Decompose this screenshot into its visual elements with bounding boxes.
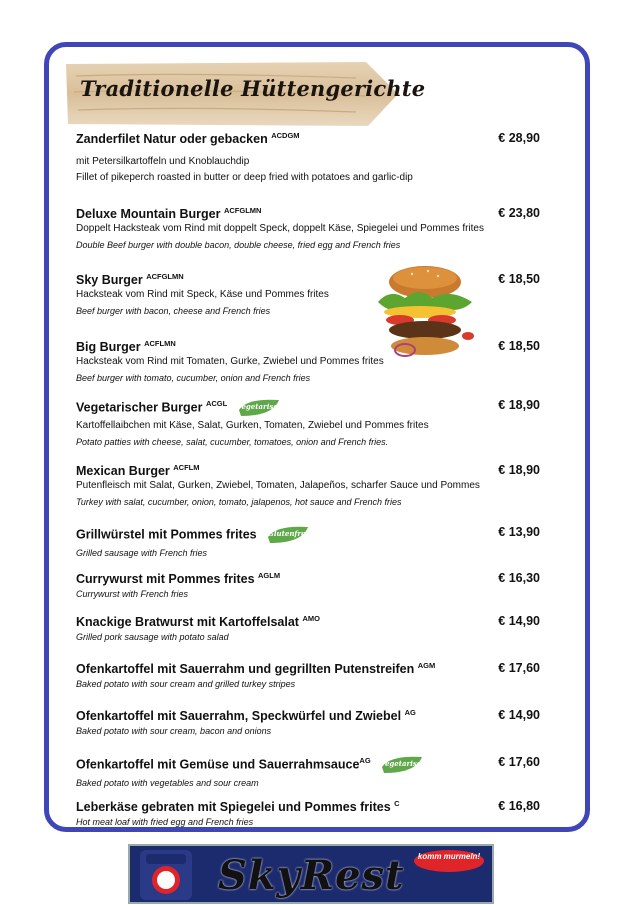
item-description-en: Potato patties with cheese, salat, cucumber, tomatoes, onion and French fries. <box>76 437 389 447</box>
item-name: Ofenkartoffel mit Sauerrahm und gegrillten Putenstreifen $^{AGM}$ <box>76 661 436 677</box>
skyrest-logo-banner <box>128 844 494 904</box>
item-description-en: Baked potato with sour cream and grilled turkey stripes <box>76 679 296 690</box>
item-name: Ofenkartoffel mit Sauerrahm, Speckwürfel und Zwiebel $^{AG}$ <box>76 708 416 724</box>
item-name: Big Burger $^{ACFLMN}$ <box>76 339 176 355</box>
item-description-de: Kartoffellaibchen mit Käse, Salat, Gurken, Tomaten, Zwiebel und Pommes frites <box>76 420 429 431</box>
brand-logo: SkyRest <box>218 852 405 899</box>
item-price: € 28,90 <box>498 131 540 145</box>
vegetarian-badge-icon: Vegetarisch <box>380 755 424 775</box>
item-description-en: Grilled pork sausage with potato salad <box>76 632 229 643</box>
item-price: € 18,50 <box>498 339 540 353</box>
menu-item <box>76 525 546 561</box>
item-description-de: Hacksteak vom Rind mit Tomaten, Gurke, Zwiebel und Pommes frites <box>76 356 384 368</box>
item-price: € 17,60 <box>498 661 540 675</box>
item-price: € 17,60 <box>498 755 540 769</box>
item-price: € 18,90 <box>498 463 540 477</box>
tagline-badge: komm murmeln! <box>414 850 484 872</box>
menu-item <box>76 272 546 319</box>
menu-item <box>76 661 546 692</box>
item-description-en: Baked potato with sour cream, bacon and onions <box>76 726 272 737</box>
item-description-en: Beef burger with tomato, cucumber, onion and French fries <box>76 373 311 384</box>
item-name: Currywurst mit Pommes frites $^{AGLM}$ <box>76 571 281 587</box>
item-description-de: Hacksteak vom Rind mit Speck, Käse und Pommes frites <box>76 289 329 301</box>
menu-item <box>76 614 546 645</box>
menu-item <box>76 571 546 602</box>
item-price: € 13,90 <box>498 525 540 539</box>
item-name: Sky Burger $^{ACFGLMN}$ <box>76 272 184 288</box>
gluten-free-badge-icon: Glutenfrei <box>266 525 310 545</box>
item-description-en: Currywurst with French fries <box>76 589 189 600</box>
item-name: Grillwürstel mit Pommes frites Glutenfrei <box>76 525 546 545</box>
item-price: € 16,80 <box>498 799 540 813</box>
menu-item <box>76 708 546 739</box>
item-price: € 23,80 <box>498 206 540 220</box>
item-price: € 18,90 <box>498 398 540 412</box>
item-name: Zanderfilet Natur oder gebacken $^{ACDGM}$ <box>76 131 300 147</box>
item-name: Mexican Burger $^{ACFLM}$ <box>76 463 200 479</box>
menu-item <box>76 339 546 386</box>
item-name: Knackige Bratwurst mit Kartoffelsalat $^{AMO}$ <box>76 614 320 630</box>
item-name: Ofenkartoffel mit Gemüse und Sauerrahmsauce$^{AG}$ Vegetarisch <box>76 755 546 775</box>
menu-item <box>76 463 546 510</box>
item-name: Vegetarischer Burger $^{ACGL}$ Vegetarisch <box>76 398 546 418</box>
menu-item <box>76 131 546 186</box>
item-description-en: Hot meat loaf with fried egg and French fries <box>76 817 254 828</box>
menu-item <box>76 755 546 791</box>
menu-item <box>76 206 546 253</box>
item-description-de: Doppelt Hacksteak vom Rind mit doppelt Speck, doppelt Käse, Spiegelei und Pommes frites <box>76 223 484 235</box>
vegetarian-badge-icon: Vegetarisch <box>237 398 281 418</box>
item-description-de: Putenfleisch mit Salat, Gurken, Zwiebel, Tomaten, Jalapeños, scharfer Sauce und Pommes <box>76 480 480 492</box>
item-description-en: Fillet of pikeperch roasted in butter or deep fried with potatoes and garlic-dip <box>76 172 413 184</box>
item-price: € 18,50 <box>498 272 540 286</box>
menu-item <box>76 799 546 830</box>
menu-item <box>76 398 546 450</box>
item-description-en: Turkey with salat, cucumber, onion, tomato, jalapenos, hot sauce and French fries <box>76 497 402 508</box>
item-price: € 16,30 <box>498 571 540 585</box>
page-title: Traditionelle Hüttengerichte <box>80 76 426 101</box>
item-price: € 14,90 <box>498 614 540 628</box>
item-description-de: mit Petersilkartoffeln und Knoblauchdip <box>76 156 250 168</box>
skyrest-small-logo-icon <box>140 850 192 900</box>
item-name: Deluxe Mountain Burger $^{ACFGLMN}$ <box>76 206 262 222</box>
item-name: Leberkäse gebraten mit Spiegelei und Pommes frites $^C$ <box>76 799 400 815</box>
item-description-en: Baked potato with vegetables and sour cream <box>76 778 259 788</box>
item-price: € 14,90 <box>498 708 540 722</box>
item-description-en: Double Beef burger with double bacon, double cheese, fried egg and French fries <box>76 240 401 251</box>
item-description-en: Grilled sausage with French fries <box>76 548 208 558</box>
item-description-en: Beef burger with bacon, cheese and French fries <box>76 306 271 317</box>
